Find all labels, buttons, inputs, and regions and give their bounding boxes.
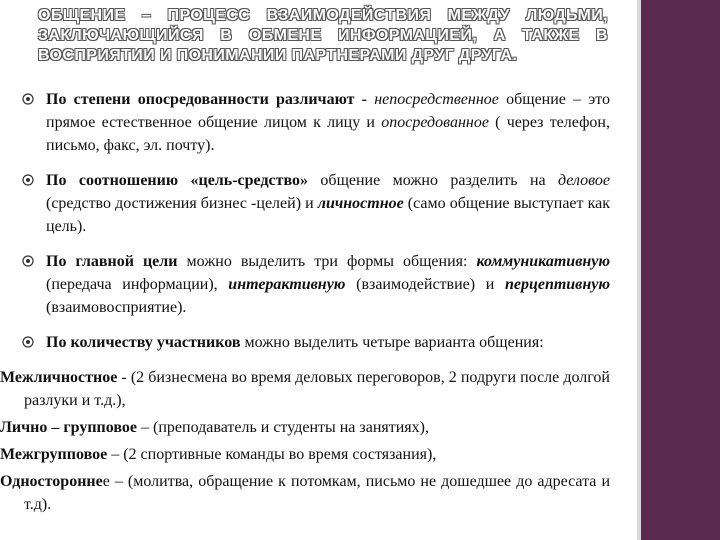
bullet-text: можно выделить четыре варианта общения: — [240, 334, 544, 351]
bullet-term: перцептивную — [504, 276, 610, 293]
circle-dot-bullet-icon — [22, 174, 34, 186]
bullet-text: ( через телефон, письмо, факс, эл. почту). — [46, 114, 610, 154]
bullet-text: (взаимодействие) и — [345, 276, 505, 293]
bullet-text: общение – это прямое естественное общение лицом к лицу и — [46, 91, 611, 131]
side-band — [637, 0, 720, 540]
circle-dot-bullet-icon — [22, 255, 34, 267]
variant-term: Лично – групповое — [0, 419, 138, 436]
bullet-item — [22, 88, 610, 157]
bullet-item — [22, 250, 610, 319]
bullet-text: можно выделить три формы общения: — [177, 253, 477, 270]
variant-term: Межгрупповое — [0, 446, 108, 463]
bullet-text: (взаимовосприятие). — [46, 299, 187, 316]
variant-text: – (преподаватель и студенты на занятиях), — [137, 419, 429, 436]
bullet-term: непосредственное — [367, 91, 499, 108]
bullet-lead: По степени опосредованности различают - — [46, 91, 368, 108]
bullet-text: (средство достижения бизнес -целей) и — [46, 195, 318, 212]
bullet-term: коммуникативную — [476, 253, 610, 270]
variant-text: - (2 бизнесмена во время деловых переговоров, 2 подруги после долгой разлуки и т.д.), — [24, 369, 610, 409]
bullet-text: (само общение выступает как цель). — [46, 195, 611, 235]
bullet-term: опосредованное — [381, 114, 489, 131]
bullet-lead: По соотношению «цель-средство» — [46, 172, 309, 189]
bullet-term: интерактивную — [228, 276, 346, 293]
bullet-lead: По главной цели — [46, 253, 178, 270]
bullet-item — [22, 169, 610, 238]
variant-term: Односторонне — [0, 473, 103, 490]
variant-item — [0, 416, 610, 439]
bullet-text: общение можно разделить на — [308, 172, 558, 189]
bullet-term: личностное — [317, 195, 404, 212]
slide-title: ОБЩЕНИЕ – ПРОЦЕСС ВЗАИМОДЕЙСТВИЯ МЕЖДУ ЛЮДЬМИ, ЗАКЛЮЧАЮЩИЙСЯ В ОБМЕНЕ ИНФОРМАЦИЕЙ, А ТАКЖЕ В ВОСПРИЯТИИ И ПОНИМАНИИ ПАРТНЕРАМИ ДРУГ ДРУГА. — [38, 7, 608, 64]
circle-dot-bullet-icon — [22, 336, 34, 348]
circle-dot-bullet-icon — [22, 93, 34, 105]
bullet-term: деловое — [558, 172, 610, 189]
variant-item — [0, 443, 610, 466]
variant-text: е – (молитва, обращение к потомкам, письмо не дошедшее до адресата и т.д). — [24, 473, 610, 513]
variant-item — [0, 366, 610, 412]
bullet-item — [22, 331, 610, 354]
variant-text: – (2 спортивные команды во время состязания), — [107, 446, 437, 463]
bullet-lead: По количеству участников — [46, 334, 241, 351]
variant-term: Межличностное — [0, 369, 118, 386]
variants-list — [0, 366, 610, 516]
bullet-text: (передача информации), — [46, 276, 229, 293]
variant-item — [0, 470, 610, 516]
slide-content — [0, 88, 611, 520]
